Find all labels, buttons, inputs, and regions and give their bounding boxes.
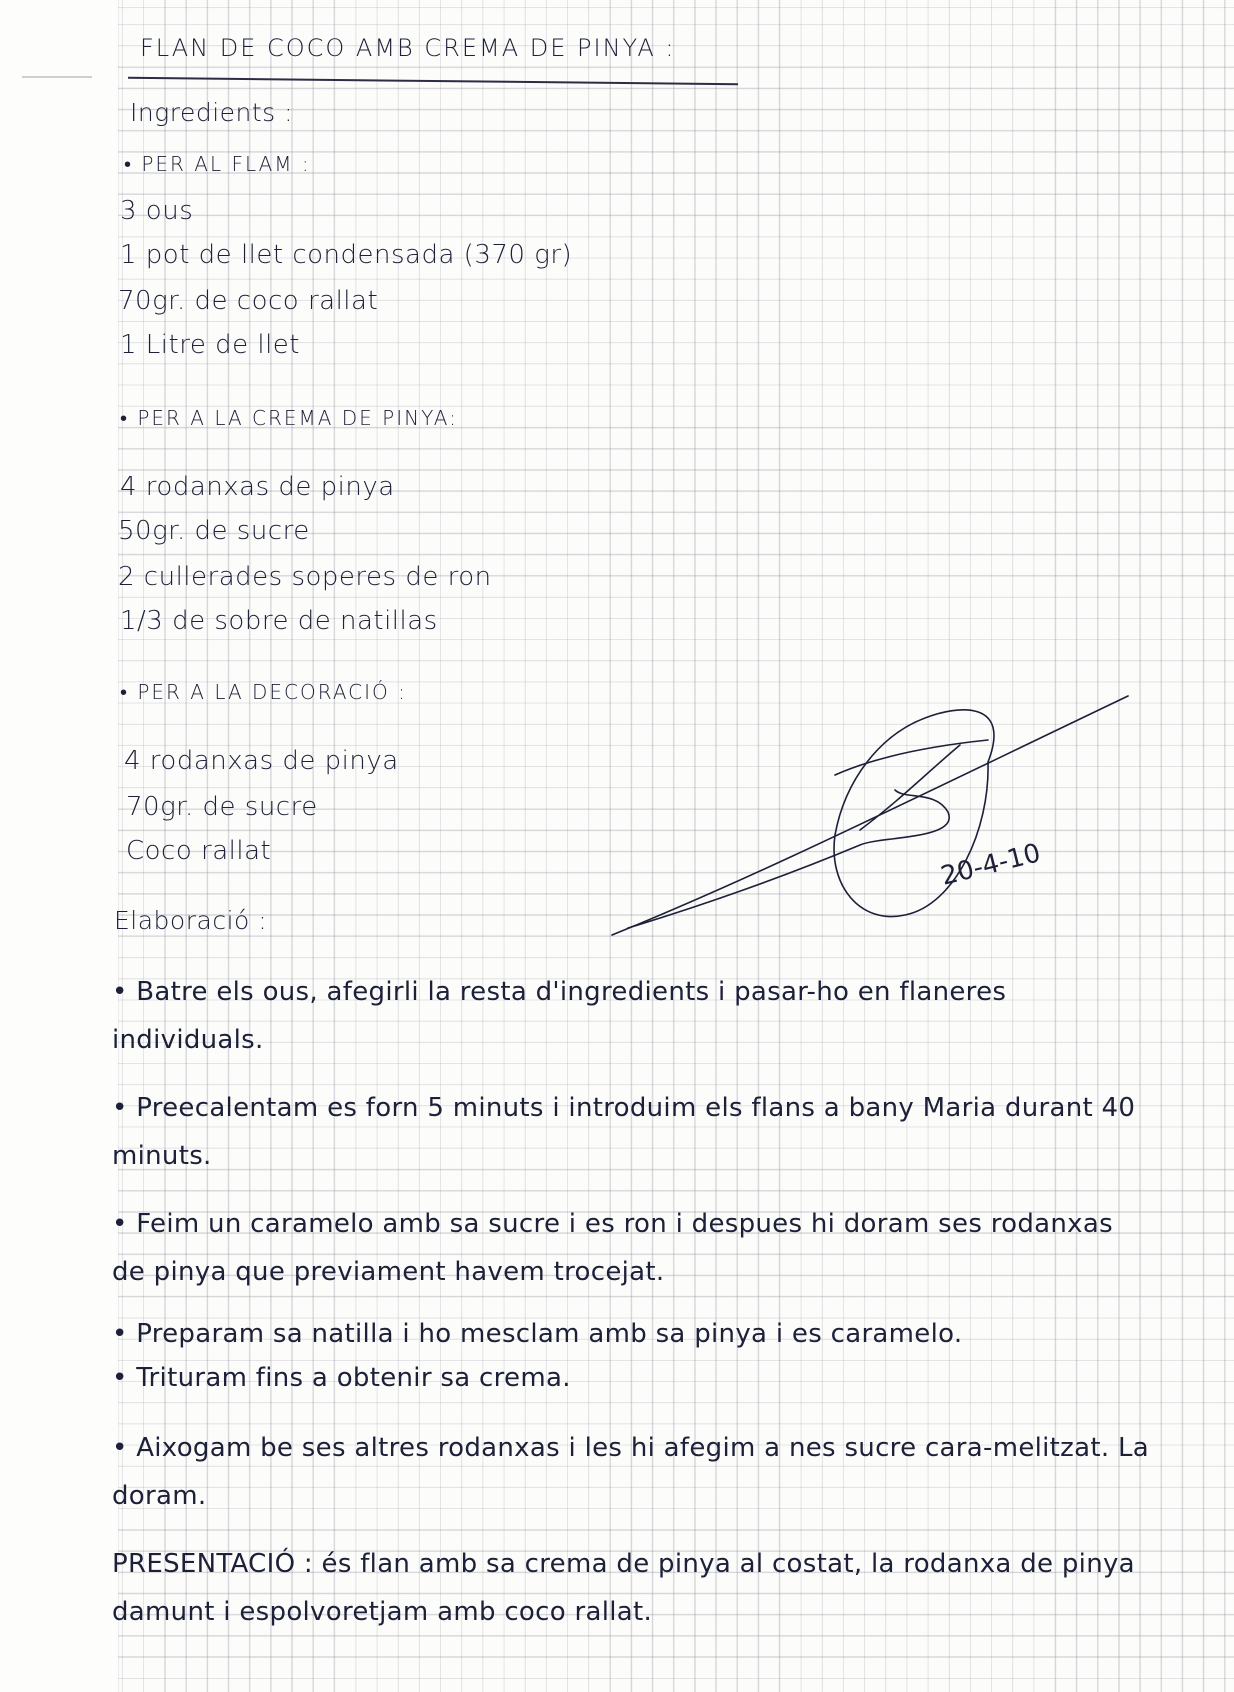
decoracio-section-heading: • PER A LA DECORACIÓ : [120, 680, 407, 704]
ingredient-item: 70gr. de sucre [126, 792, 318, 822]
ingredient-item: 3 ous [120, 196, 194, 226]
ingredient-item: Coco rallat [126, 836, 272, 866]
ingredient-item: 4 rodanxas de pinya [120, 472, 395, 502]
flam-section-heading: • PER AL FLAM : [124, 152, 311, 176]
ingredient-item: 70gr. de coco rallat [118, 286, 379, 316]
elaboration-step: • Aixogam be ses altres rodanxas i les hi afegim a nes sucre cara-melitzat. La doram. [112, 1433, 1149, 1511]
elaboration-step: • Preecalentam es forn 5 minuts i introduim els flans a bany Maria durant 40 minuts. [112, 1093, 1136, 1171]
ingredient-item: 2 cullerades soperes de ron [118, 562, 492, 592]
ingredient-item: 4 rodanxas de pinya [124, 746, 399, 776]
ingredient-item: 1 Litre de llet [120, 330, 300, 360]
elaboration-step: • Batre els ous, afegirli la resta d'ingredients i pasar-ho en flaneres individuals. [112, 977, 1007, 1055]
elaboration-step: • Feim un caramelo amb sa sucre i es ron i despues hi doram ses rodanxas de pinya que previament havem trocejat. [112, 1209, 1113, 1287]
signature-date: 20-4-10 [937, 838, 1044, 892]
elaboracio-heading: Elaboració : [114, 906, 268, 935]
crema-section-heading: • PER A LA CREMA DE PINYA: [120, 406, 458, 430]
ingredient-item: 50gr. de sucre [118, 516, 310, 546]
recipe-title: FLAN DE COCO AMB CREMA DE PINYA : [140, 34, 676, 62]
ingredient-item: 1/3 de sobre de natillas [120, 606, 438, 636]
ingredient-item: 1 pot de llet condensada (370 gr) [120, 240, 573, 270]
presentation-paragraph: PRESENTACIÓ : és flan amb sa crema de pinya al costat, la rodanxa de pinya damunt i espolvoretjam amb coco rallat. [112, 1549, 1135, 1627]
signature-strokes [612, 696, 1128, 935]
elaboration-step: • Trituram fins a obtenir sa crema. [112, 1363, 571, 1393]
elaboration-step: • Preparam sa natilla i ho mesclam amb sa pinya i es caramelo. [112, 1319, 963, 1349]
ingredients-heading: Ingredients : [130, 98, 294, 127]
